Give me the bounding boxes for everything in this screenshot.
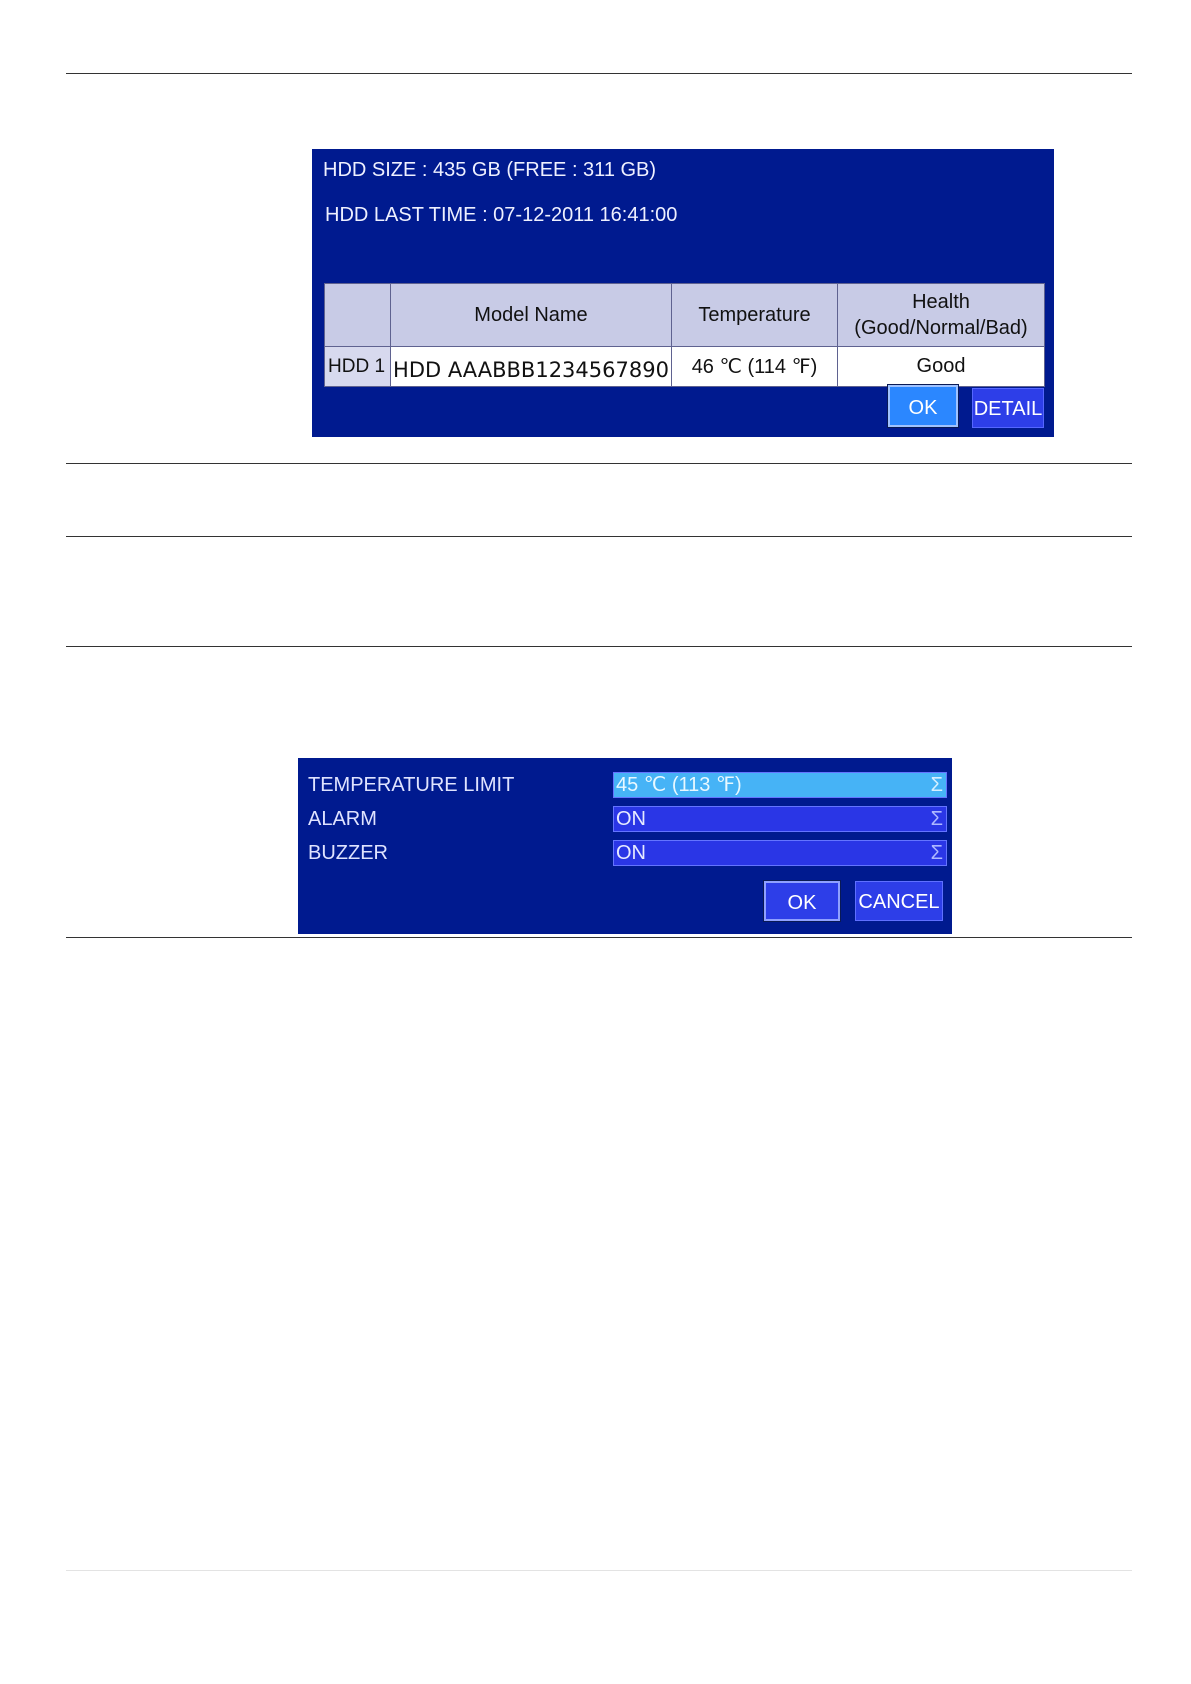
header-health: Health (Good/Normal/Bad) bbox=[838, 284, 1045, 347]
table-row bbox=[325, 347, 1045, 387]
temperature-limit-value: 45 ℃ (113 ℉) bbox=[616, 774, 742, 796]
alarm-select[interactable] bbox=[613, 806, 947, 832]
divider-2 bbox=[66, 536, 1132, 537]
divider-3 bbox=[66, 646, 1132, 647]
footer-divider bbox=[66, 1570, 1132, 1571]
header-temperature: Temperature bbox=[672, 284, 838, 347]
buzzer-select[interactable] bbox=[613, 840, 947, 866]
hdd-last-time-text: HDD LAST TIME : 07-12-2011 16:41:00 bbox=[325, 204, 678, 226]
dropdown-arrow-icon: Σ bbox=[930, 774, 943, 796]
buzzer-value: ON bbox=[616, 842, 646, 864]
hdd-row-label: HDD 1 bbox=[325, 347, 391, 387]
hdd-health-cell: Good bbox=[838, 347, 1045, 387]
temperature-limit-label: TEMPERATURE LIMIT bbox=[308, 774, 515, 796]
hdd-status-dialog bbox=[312, 149, 1054, 437]
ok-button[interactable]: OK bbox=[888, 385, 958, 427]
hdd-temperature-cell: 46 ℃ (114 ℉) bbox=[672, 347, 838, 387]
hdd-size-text: HDD SIZE : 435 GB (FREE : 311 GB) bbox=[323, 159, 657, 181]
hdd-info-table bbox=[324, 283, 1045, 387]
temperature-limit-select[interactable] bbox=[613, 772, 947, 798]
dropdown-arrow-icon: Σ bbox=[930, 842, 943, 864]
alarm-label: ALARM bbox=[308, 808, 377, 830]
dropdown-arrow-icon: Σ bbox=[930, 808, 943, 830]
cancel-button[interactable]: CANCEL bbox=[855, 881, 943, 921]
table-header-row bbox=[325, 284, 1045, 347]
hdd-model-cell: HDD AAABBB1234567890 bbox=[391, 347, 672, 387]
ok-button[interactable]: OK bbox=[764, 881, 840, 921]
detail-button[interactable]: DETAIL bbox=[972, 388, 1044, 428]
divider-top bbox=[66, 73, 1132, 74]
temperature-alarm-dialog bbox=[298, 758, 952, 934]
alarm-value: ON bbox=[616, 808, 646, 830]
divider-4 bbox=[66, 937, 1132, 938]
header-model-name: Model Name bbox=[391, 284, 672, 347]
header-blank bbox=[325, 284, 391, 347]
buzzer-label: BUZZER bbox=[308, 842, 388, 864]
divider-1 bbox=[66, 463, 1132, 464]
